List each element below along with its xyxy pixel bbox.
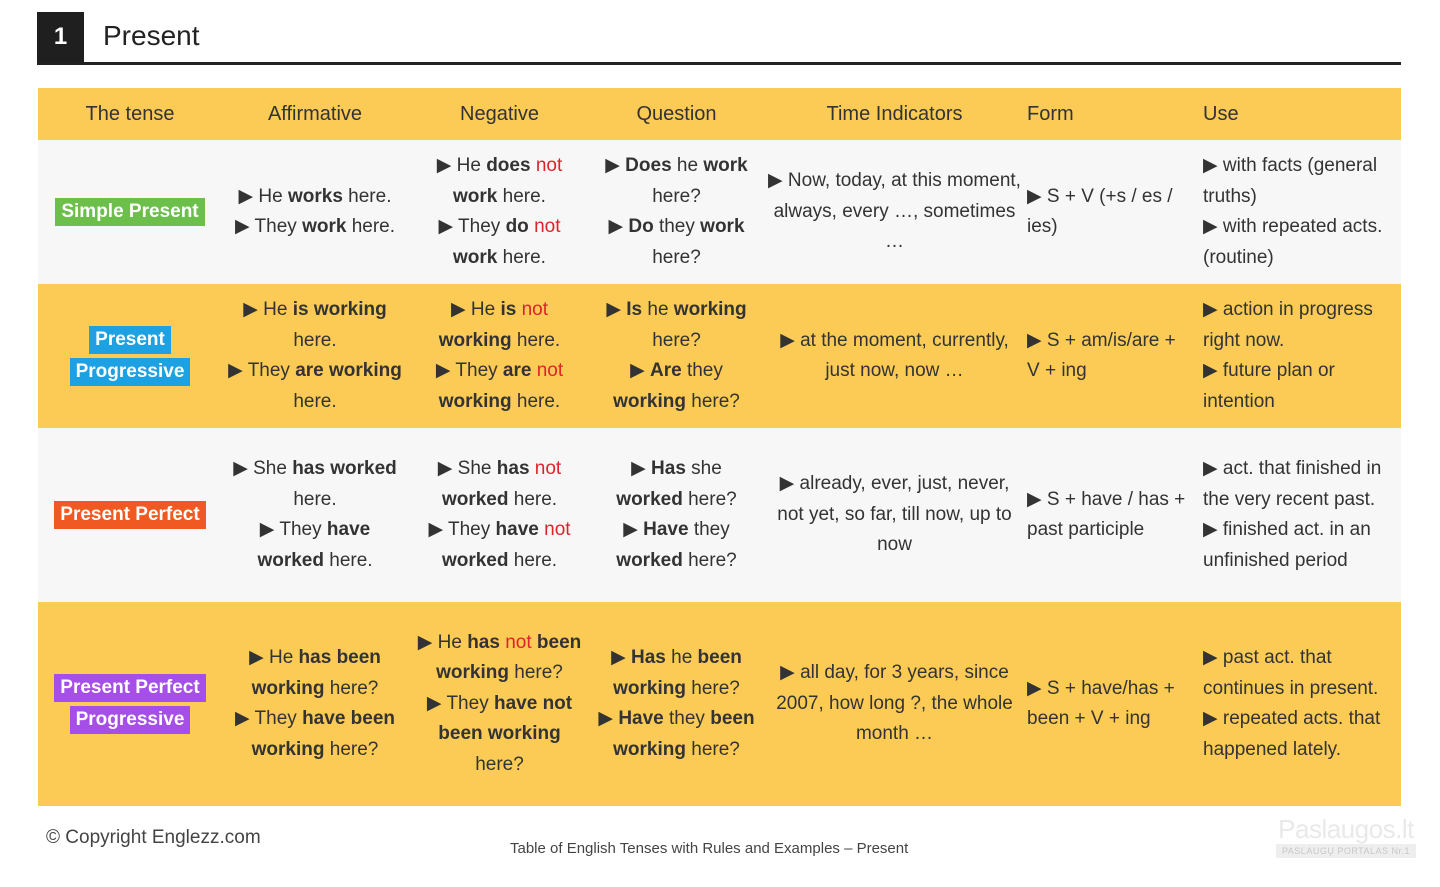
- bullet-arrow-icon: ▶: [243, 299, 264, 320]
- verb-highlight: are: [502, 360, 532, 381]
- time-indicators-cell: [762, 428, 1027, 602]
- verb-highlight: Are: [650, 360, 682, 381]
- time-indicators-cell: [762, 140, 1027, 284]
- verb-highlight: been working: [438, 723, 561, 745]
- time-indicators-cell: [762, 602, 1027, 806]
- bullet-arrow-icon: ▶: [437, 458, 458, 479]
- page-header: [37, 12, 1401, 65]
- verb-highlight: Does: [625, 155, 672, 176]
- negation-word: not: [505, 631, 532, 653]
- verb-highlight: is working: [292, 299, 387, 320]
- verb-highlight: have not: [493, 692, 573, 714]
- cell-line: [1203, 704, 1395, 765]
- cell-line: [1203, 295, 1395, 356]
- text-fragment: They: [446, 692, 494, 714]
- text-fragment: here.: [497, 185, 546, 207]
- text-fragment: here?: [682, 549, 737, 571]
- bullet-arrow-icon: ▶: [608, 216, 629, 237]
- text-fragment: here?: [685, 677, 740, 699]
- verb-highlight: work: [703, 155, 748, 176]
- cell-line: [597, 295, 756, 356]
- bullet-arrow-icon: ▶: [228, 360, 248, 381]
- text-fragment: here?: [652, 329, 701, 351]
- cell-line: [414, 515, 585, 576]
- text-fragment: act. that finished in the very recent past.: [1203, 458, 1382, 510]
- use-cell: [1197, 284, 1401, 428]
- text-fragment: They: [455, 360, 503, 381]
- bullet-arrow-icon: ▶: [436, 155, 457, 176]
- tense-label: Present Perfect: [54, 674, 205, 702]
- verb-highlight: working: [438, 390, 512, 412]
- bullet-arrow-icon: ▶: [1027, 185, 1047, 207]
- bullet-arrow-icon: ▶: [428, 519, 448, 540]
- affirmative-cell: [222, 140, 408, 284]
- tense-cell: [38, 602, 222, 806]
- tense-label-group: [54, 499, 205, 531]
- bullet-arrow-icon: ▶: [779, 473, 800, 495]
- question-cell: [591, 428, 762, 602]
- cell-line: [228, 295, 402, 356]
- text-fragment: He: [437, 631, 468, 653]
- time-indicators-cell: [762, 284, 1027, 428]
- tense-label-group: [54, 672, 205, 736]
- cell-line: [414, 295, 585, 356]
- column-header-affirmative: Affirmative: [267, 102, 363, 125]
- copyright-text: © Copyright Englezz.com: [46, 827, 261, 848]
- bullet-arrow-icon: ▶: [605, 155, 626, 176]
- text-fragment: here?: [685, 738, 740, 760]
- column-header-use: Use: [1203, 102, 1239, 125]
- text-fragment: S + have / has + past participle: [1027, 488, 1186, 540]
- tense-label: Progressive: [70, 706, 191, 734]
- text-fragment: here?: [652, 246, 701, 268]
- bullet-arrow-icon: ▶: [450, 299, 471, 320]
- tense-cell: [38, 140, 222, 284]
- cell-line: [228, 356, 402, 417]
- use-cell: [1197, 428, 1401, 602]
- cell-line: [414, 628, 585, 689]
- cell-line: [414, 689, 585, 781]
- cell-line: [228, 454, 402, 515]
- text-fragment: She: [457, 458, 497, 479]
- bullet-arrow-icon: ▶: [1203, 647, 1223, 668]
- text-fragment: They: [254, 216, 303, 237]
- negation-word: not: [535, 155, 563, 176]
- verb-highlight: worked: [616, 549, 683, 571]
- text-fragment: action in progress right now.: [1203, 299, 1373, 351]
- verb-highlight: Do: [628, 216, 654, 237]
- table-row-present-progressive: [38, 284, 1401, 428]
- text-fragment: she: [685, 458, 722, 479]
- column-header-question: Question: [636, 102, 717, 125]
- cell-line: [1203, 643, 1395, 704]
- verb-highlight: have: [495, 519, 539, 540]
- verb-highlight: been working: [613, 708, 755, 760]
- tenses-table: [38, 88, 1401, 806]
- tense-label-group: [55, 196, 204, 228]
- text-fragment: with repeated acts. (routine): [1203, 216, 1383, 268]
- column-header-time-indicators: Time Indicators: [826, 102, 963, 125]
- page-title: Present: [103, 20, 200, 51]
- text-fragment: repeated acts. that happened lately.: [1203, 708, 1381, 760]
- verb-highlight: has been: [298, 647, 381, 668]
- cell-line: [1203, 515, 1395, 576]
- verb-highlight: working: [251, 738, 325, 760]
- bullet-arrow-icon: ▶: [1203, 708, 1223, 729]
- question-cell: [591, 284, 762, 428]
- tense-label: Present Perfect: [54, 501, 205, 529]
- negative-cell: [408, 284, 591, 428]
- bullet-arrow-icon: ▶: [435, 360, 456, 381]
- cell-line: [597, 151, 756, 212]
- bullet-arrow-icon: ▶: [1203, 216, 1223, 237]
- verb-highlight: has: [496, 458, 530, 479]
- use-cell: [1197, 140, 1401, 284]
- text-fragment: here.: [293, 488, 337, 510]
- text-fragment: already, ever, just, never, not yet, so far, till now, up to now: [777, 473, 1012, 556]
- text-fragment: here?: [685, 390, 740, 412]
- text-fragment: here?: [682, 488, 737, 510]
- cell-line: [597, 454, 756, 515]
- bullet-arrow-icon: ▶: [234, 708, 255, 729]
- verb-highlight: is: [500, 299, 517, 320]
- negation-word: not: [521, 299, 549, 320]
- affirmative-cell: [222, 602, 408, 806]
- verb-highlight: working: [613, 390, 686, 412]
- cell-line: [228, 515, 402, 576]
- negative-cell: [408, 428, 591, 602]
- bullet-arrow-icon: ▶: [1203, 360, 1223, 381]
- text-fragment: here.: [342, 185, 392, 207]
- column-header-tense: The tense: [85, 102, 175, 125]
- cell-line: [414, 151, 585, 212]
- text-fragment: here?: [508, 662, 563, 684]
- bullet-arrow-icon: ▶: [606, 299, 627, 320]
- affirmative-cell: [222, 284, 408, 428]
- tense-label: Simple Present: [55, 198, 204, 226]
- text-fragment: here.: [508, 488, 558, 510]
- bullet-arrow-icon: ▶: [1027, 329, 1047, 351]
- form-cell: [1027, 284, 1197, 428]
- verb-highlight: has: [292, 458, 325, 479]
- bullet-arrow-icon: ▶: [417, 631, 438, 653]
- cell-line: [597, 356, 756, 417]
- bullet-arrow-icon: ▶: [1203, 519, 1223, 540]
- text-fragment: all day, for 3 years, since 2007, how long ?, the whole month …: [776, 662, 1013, 745]
- verb-highlight: work: [453, 246, 498, 268]
- section-number: 1: [37, 12, 84, 62]
- bullet-arrow-icon: ▶: [611, 647, 631, 668]
- column-header-form: Form: [1027, 102, 1074, 125]
- tense-label: Progressive: [70, 358, 191, 386]
- negation-word: not: [534, 458, 562, 479]
- bullet-arrow-icon: ▶: [780, 329, 801, 351]
- negation-word: not: [544, 519, 571, 540]
- text-fragment: here.: [497, 246, 546, 268]
- table-row-present-perfect-progressive: [38, 602, 1401, 806]
- verb-highlight: works: [287, 185, 343, 207]
- cell-line: [597, 704, 756, 765]
- text-fragment: here.: [511, 329, 561, 351]
- verb-highlight: working: [673, 299, 747, 320]
- form-cell: [1027, 428, 1197, 602]
- text-fragment: Now, today, at this moment, always, every …, sometimes …: [773, 170, 1021, 253]
- text-fragment: She: [253, 458, 293, 479]
- cell-line: [239, 182, 392, 213]
- bullet-arrow-icon: ▶: [438, 216, 459, 237]
- text-fragment: He: [258, 185, 288, 207]
- text-fragment: here.: [346, 216, 396, 237]
- verb-highlight: been: [697, 647, 742, 668]
- text-fragment: He: [470, 299, 501, 320]
- text-fragment: they: [653, 216, 701, 237]
- tense-cell: [38, 428, 222, 602]
- cell-line: [414, 356, 585, 417]
- verb-highlight: working: [329, 360, 402, 381]
- text-fragment: they: [663, 708, 711, 729]
- cell-line: [1027, 485, 1191, 546]
- question-cell: [591, 140, 762, 284]
- cell-line: [414, 212, 585, 273]
- cell-line: [597, 212, 756, 273]
- bullet-arrow-icon: ▶: [1203, 155, 1223, 176]
- bullet-arrow-icon: ▶: [630, 360, 650, 381]
- text-fragment: past act. that continues in present.: [1203, 647, 1379, 699]
- table-caption: Table of English Tenses with Rules and Examples – Present: [510, 840, 909, 857]
- bullet-arrow-icon: ▶: [259, 519, 280, 540]
- bullet-arrow-icon: ▶: [234, 216, 255, 237]
- text-fragment: They: [254, 708, 303, 729]
- bullet-arrow-icon: ▶: [1027, 677, 1047, 699]
- verb-highlight: work: [453, 185, 498, 207]
- verb-highlight: has: [467, 631, 500, 653]
- bullet-arrow-icon: ▶: [768, 170, 788, 192]
- verb-highlight: worked: [330, 458, 397, 479]
- cell-line: [228, 643, 402, 704]
- verb-highlight: worked: [441, 488, 509, 510]
- text-fragment: future plan or intention: [1203, 360, 1335, 412]
- verb-highlight: are: [295, 360, 324, 381]
- verb-highlight: does: [486, 155, 531, 176]
- negation-word: not: [534, 216, 561, 237]
- text-fragment: here.: [511, 390, 561, 412]
- text-fragment: here.: [508, 549, 558, 571]
- cell-line: [1203, 212, 1395, 273]
- verb-highlight: Have: [618, 708, 664, 729]
- cell-line: [768, 469, 1021, 561]
- verb-highlight: have been: [302, 708, 396, 729]
- table-row-present-perfect: [38, 428, 1401, 602]
- text-fragment: They: [279, 519, 327, 540]
- bullet-arrow-icon: ▶: [780, 662, 801, 684]
- verb-highlight: worked: [616, 488, 683, 510]
- text-fragment: S + have/has + been + V + ing: [1027, 677, 1175, 729]
- text-fragment: here?: [324, 738, 379, 760]
- text-fragment: He: [456, 155, 487, 176]
- verb-highlight: Have: [643, 519, 689, 540]
- verb-highlight: Is: [626, 299, 643, 320]
- cell-line: [597, 515, 756, 576]
- affirmative-cell: [222, 428, 408, 602]
- text-fragment: They: [458, 216, 506, 237]
- text-fragment: with facts (general truths): [1203, 155, 1378, 207]
- cell-line: [1203, 454, 1395, 515]
- text-fragment: He: [268, 647, 299, 668]
- text-fragment: he: [642, 299, 674, 320]
- cell-line: [1027, 326, 1191, 387]
- bullet-arrow-icon: ▶: [1203, 299, 1223, 320]
- cell-line: [1027, 182, 1191, 243]
- cell-line: [235, 212, 395, 243]
- column-header-negative: Negative: [460, 102, 539, 125]
- negative-cell: [408, 140, 591, 284]
- bullet-arrow-icon: ▶: [631, 458, 652, 479]
- text-fragment: finished act. in an unfinished period: [1203, 519, 1371, 571]
- text-fragment: he: [665, 647, 698, 668]
- bullet-arrow-icon: ▶: [623, 519, 644, 540]
- text-fragment: He: [263, 299, 293, 320]
- verb-highlight: do: [505, 216, 529, 237]
- verb-highlight: been working: [436, 631, 582, 684]
- logo-name: Paslaugos.lt: [1278, 814, 1414, 844]
- text-fragment: they: [688, 519, 730, 540]
- bullet-arrow-icon: ▶: [1203, 458, 1223, 479]
- question-cell: [591, 602, 762, 806]
- form-cell: [1027, 602, 1197, 806]
- verb-highlight: working: [438, 329, 512, 351]
- paslaugos-logo: [1276, 814, 1416, 864]
- bullet-arrow-icon: ▶: [1027, 488, 1047, 510]
- cell-line: [228, 704, 402, 765]
- bullet-arrow-icon: ▶: [249, 647, 269, 668]
- table-row-simple-present: [38, 140, 1401, 284]
- cell-line: [1203, 356, 1395, 417]
- text-fragment: at the moment, currently, just now, now …: [800, 329, 1009, 381]
- text-fragment: they: [681, 360, 723, 381]
- text-fragment: here.: [293, 390, 337, 412]
- text-fragment: he: [671, 155, 704, 176]
- text-fragment: here?: [475, 753, 524, 775]
- text-fragment: S + am/is/are + V + ing: [1027, 329, 1176, 381]
- bullet-arrow-icon: ▶: [426, 692, 447, 714]
- verb-highlight: work: [700, 216, 745, 237]
- verb-highlight: Has: [630, 647, 666, 668]
- bullet-arrow-icon: ▶: [238, 185, 259, 207]
- verb-highlight: have: [326, 519, 371, 540]
- text-fragment: S + V (+s / es / ies): [1027, 185, 1173, 237]
- verb-highlight: worked: [257, 549, 324, 571]
- cell-line: [414, 454, 585, 515]
- use-cell: [1197, 602, 1401, 806]
- tense-cell: [38, 284, 222, 428]
- text-fragment: They: [448, 519, 496, 540]
- bullet-arrow-icon: ▶: [233, 458, 254, 479]
- cell-line: [768, 166, 1021, 258]
- text-fragment: here.: [323, 549, 373, 571]
- text-fragment: here.: [293, 329, 337, 351]
- cell-line: [768, 658, 1021, 750]
- table-header-row: [38, 88, 1401, 140]
- verb-highlight: working: [251, 677, 325, 699]
- cell-line: [1203, 151, 1395, 212]
- form-cell: [1027, 140, 1197, 284]
- logo-subtitle: PASLAUGŲ PORTALAS Nr.1: [1276, 844, 1416, 858]
- verb-highlight: Has: [651, 458, 686, 479]
- cell-line: [1027, 674, 1191, 735]
- text-fragment: They: [247, 360, 296, 381]
- verb-highlight: worked: [441, 549, 509, 571]
- tense-label: Present: [89, 326, 171, 354]
- cell-line: [768, 326, 1021, 387]
- verb-highlight: work: [302, 216, 347, 237]
- text-fragment: here?: [324, 677, 379, 699]
- tense-label-group: [70, 324, 191, 388]
- cell-line: [597, 643, 756, 704]
- text-fragment: here?: [652, 185, 701, 207]
- verb-highlight: working: [613, 677, 686, 699]
- negative-cell: [408, 602, 591, 806]
- negation-word: not: [536, 360, 564, 381]
- bullet-arrow-icon: ▶: [598, 708, 619, 729]
